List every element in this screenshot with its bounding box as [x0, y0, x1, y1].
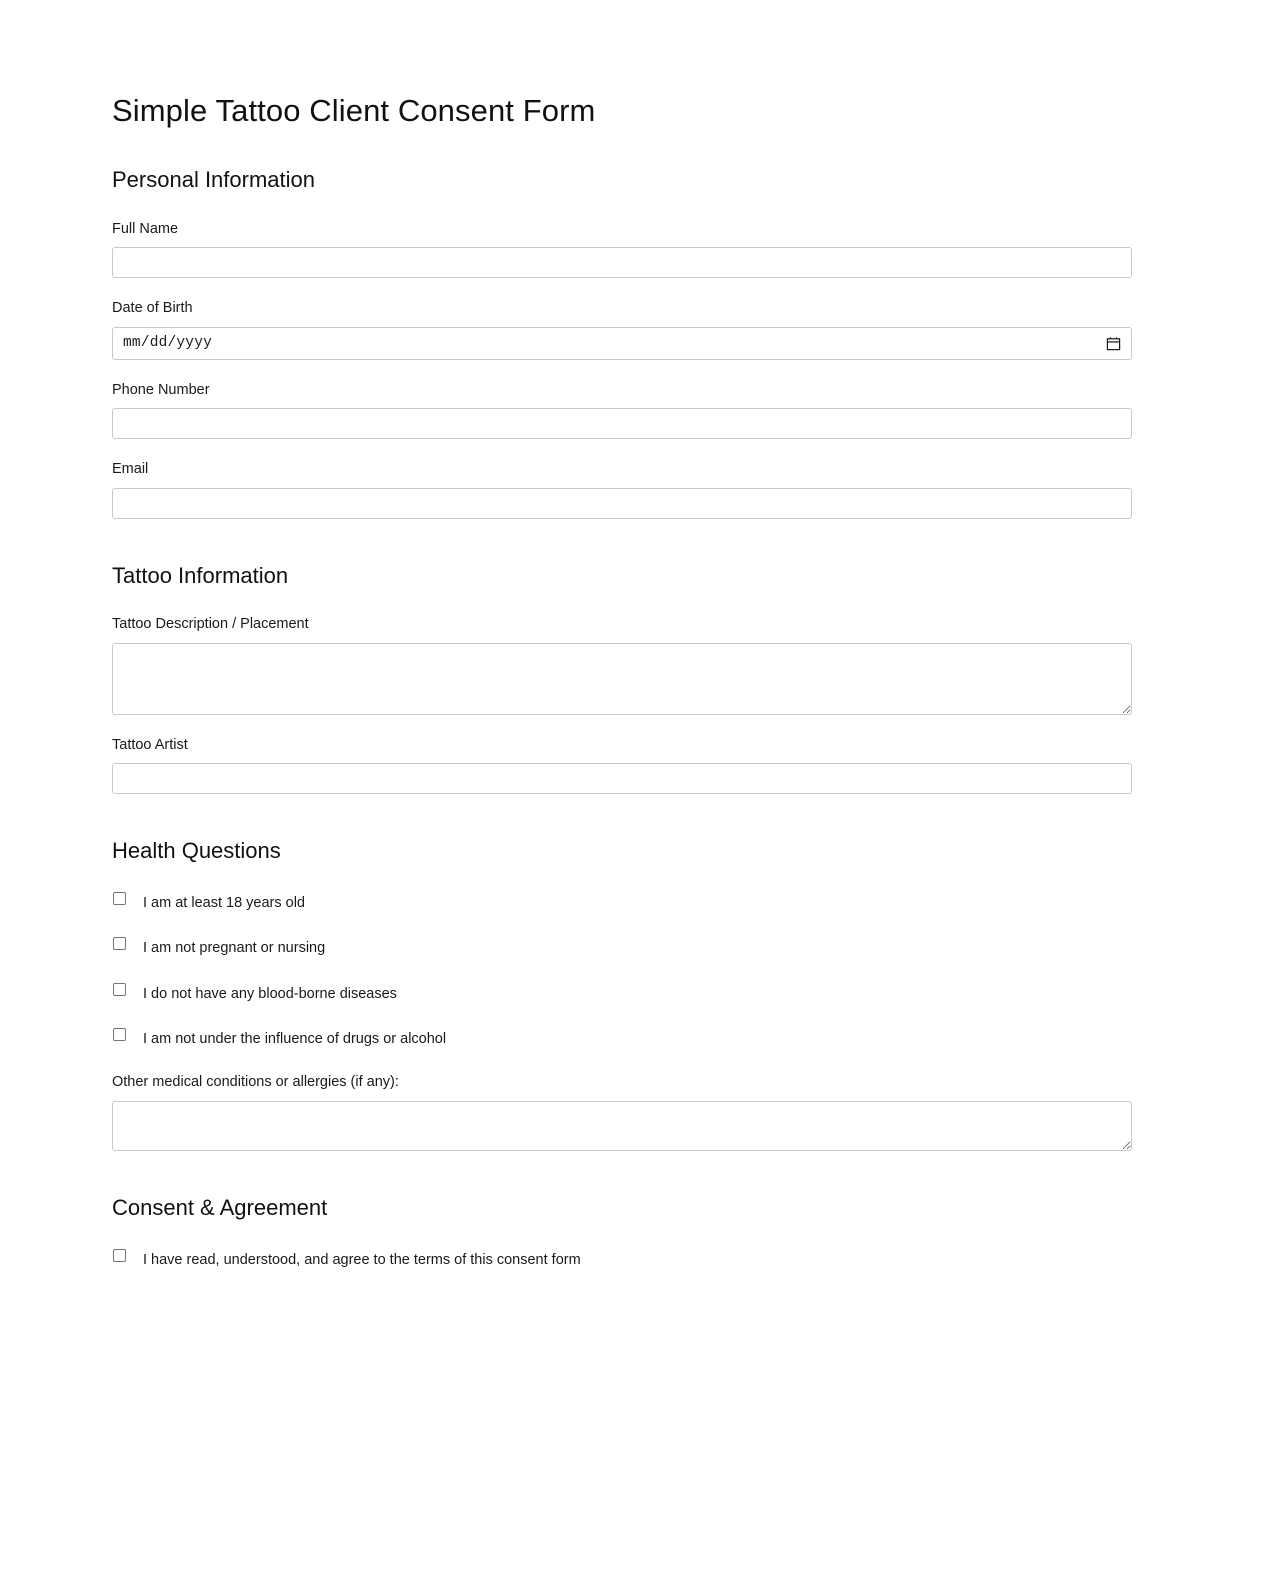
section-heading-tattoo-information: Tattoo Information: [112, 562, 289, 588]
date-of-birth-input[interactable]: [112, 327, 1132, 360]
checkbox-label-agree-terms: I have read, understood, and agree to the terms of this consent form: [143, 1251, 581, 1268]
checkbox-label-at-least-18: I am at least 18 years old: [143, 894, 305, 911]
checkbox-label-not-pregnant: I am not pregnant or nursing: [143, 940, 326, 957]
tattoo-artist-input[interactable]: [112, 763, 1132, 794]
label-tattoo-artist: Tattoo Artist: [112, 736, 188, 753]
label-other-conditions: Other medical conditions or allergies (if any):: [112, 1073, 399, 1090]
page-title: Simple Tattoo Client Consent Form: [112, 93, 596, 128]
label-email: Email: [112, 461, 149, 478]
field-tattoo-description: [112, 615, 1133, 715]
section-heading-personal-information: Personal Information: [112, 167, 315, 193]
other-conditions-textarea[interactable]: [112, 1101, 1132, 1151]
full-name-input[interactable]: [112, 247, 1132, 278]
phone-number-input[interactable]: [112, 408, 1132, 439]
label-tattoo-description: Tattoo Description / Placement: [112, 616, 309, 633]
checkbox-row-blood-borne[interactable]: [112, 982, 1133, 1002]
date-of-birth-placeholder: mm/dd/yyyy: [123, 335, 213, 352]
checkbox-not-pregnant[interactable]: [113, 937, 126, 950]
checkbox-row-agree-terms[interactable]: [112, 1248, 1133, 1268]
checkbox-no-blood-borne-diseases[interactable]: [113, 983, 126, 996]
field-tattoo-artist: [112, 736, 1133, 795]
email-field[interactable]: [112, 488, 1132, 519]
field-date-of-birth: [112, 299, 1133, 360]
field-other-conditions: [112, 1073, 1133, 1152]
checkbox-label-not-under-influence: I am not under the influence of drugs or alcohol: [143, 1031, 447, 1048]
section-health-questions: [112, 838, 1133, 1151]
field-email: [112, 460, 1133, 519]
label-date-of-birth: Date of Birth: [112, 300, 193, 317]
consent-checkbox-area: [112, 1248, 1133, 1274]
section-consent-agreement: [112, 1195, 1133, 1273]
checkbox-row-influence[interactable]: [112, 1027, 1133, 1048]
field-full-name: [112, 220, 1133, 279]
tattoo-description-textarea[interactable]: [112, 643, 1132, 715]
checkbox-row-pregnancy[interactable]: [112, 936, 1133, 957]
section-personal-information: [112, 167, 1133, 519]
section-tattoo-information: [112, 563, 1133, 795]
label-full-name: Full Name: [112, 220, 179, 237]
checkbox-label-no-blood-borne-diseases: I do not have any blood-borne diseases: [143, 985, 397, 1002]
section-heading-health-questions: Health Questions: [112, 838, 281, 864]
calendar-icon[interactable]: [1106, 336, 1121, 351]
field-phone-number: [112, 381, 1133, 440]
checkbox-row-age[interactable]: [112, 891, 1133, 911]
section-heading-consent-agreement: Consent & Agreement: [112, 1195, 328, 1221]
checkbox-agree-terms[interactable]: [113, 1249, 126, 1262]
label-phone-number: Phone Number: [112, 381, 210, 398]
checkbox-at-least-18[interactable]: [113, 892, 126, 905]
checkbox-not-under-influence[interactable]: [113, 1028, 126, 1041]
